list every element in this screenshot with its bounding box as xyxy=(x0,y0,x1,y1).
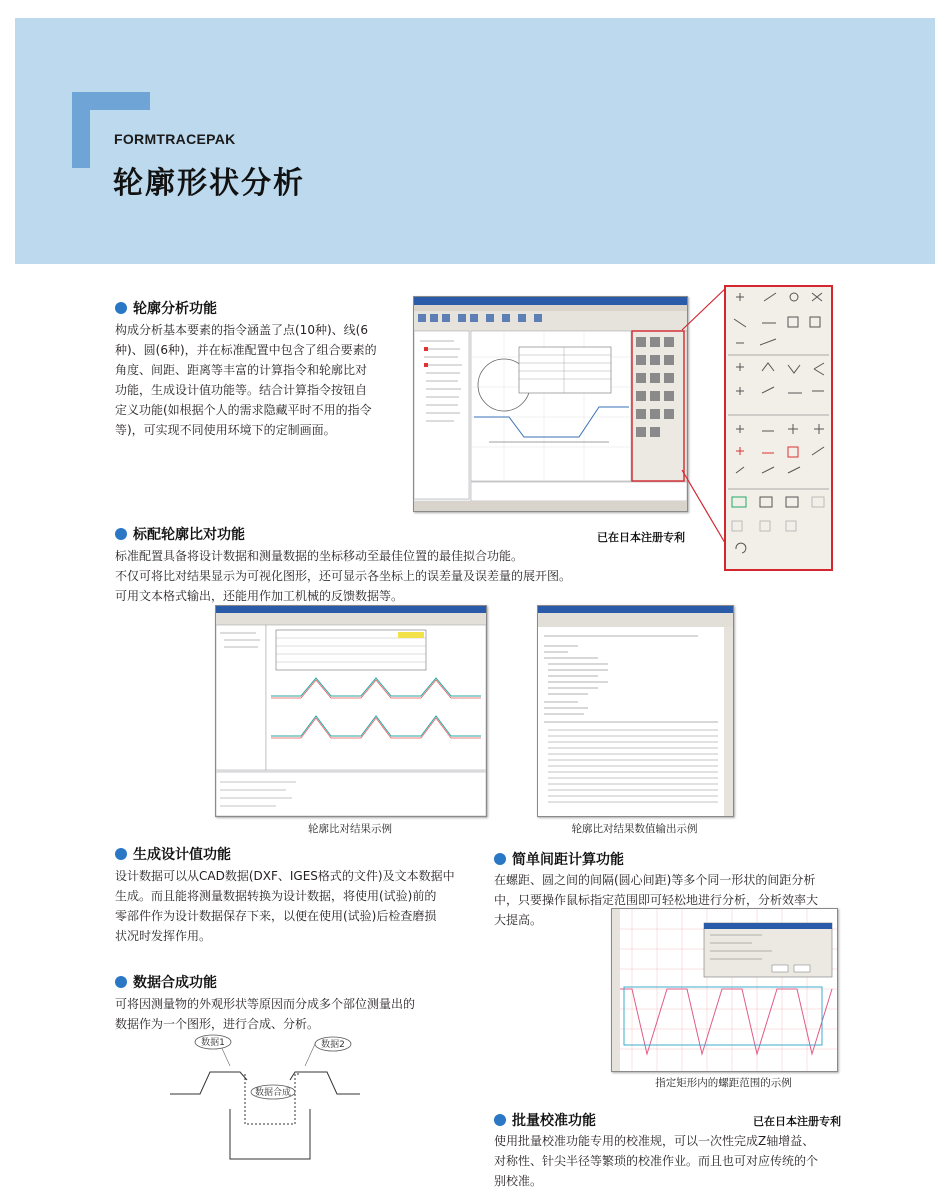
profile-text: 构成分析基本要素的指令涵盖了点(10种)、线(6 种)、圆(6种)，并在标准配置中包含了组合要素的 角度、间距、距离等丰富的计算指令和轮廓比对 功能，生成设计值功能等。结合计算指令按钮自 定义功能(如根据个人的需求隐藏平时不用的指令 等)，可实现不同使用环境下的定制画面。 xyxy=(115,323,377,437)
section-heading-merge: 数据合成功能 xyxy=(115,972,217,992)
caption-pitch-range: 指定矩形内的螺距范围的示例 xyxy=(655,1077,792,1089)
patent-note-compare: 已在日本注册专利 xyxy=(597,531,685,544)
analysis-window-illustration xyxy=(414,297,687,511)
merge-label-result: 数据合成 xyxy=(254,1088,292,1098)
product-name: FORMTRACEPAK xyxy=(114,131,236,147)
header-bracket-top xyxy=(72,92,150,110)
data-merge-diagram xyxy=(165,1034,365,1164)
bullet-icon xyxy=(494,853,506,865)
command-icons-illustration xyxy=(726,287,831,569)
command-button-panel xyxy=(724,285,833,571)
section-heading-batch: 批量校准功能 xyxy=(494,1110,596,1130)
pitch-text: 在螺距、圆之间的间隔(圆心间距)等多个同一形状的间距分析 中，只要操作鼠标指定范围即可轻松地进行分析，分析效率大 大提高。 xyxy=(494,873,819,927)
section-heading-compare: 标配轮廓比对功能 xyxy=(115,524,245,544)
merge-text: 可将因测量物的外观形状等原因而分成多个部位测量出的 数据作为一个图形，进行合成、分析。 xyxy=(115,997,416,1031)
caption-compare-numeric: 轮廓比对结果数值输出示例 xyxy=(571,823,698,835)
merge-label-data2: 数据2 xyxy=(321,1040,345,1050)
design-text: 设计数据可以从CAD数据(DXF、IGES格式的文件)及文本数据中 生成。而且能将测量数据转换为设计数据，将使用(试验)前的 零部件作为设计数据保存下来，以便在使用(试验)后检查磨损 状况时发挥作用。 xyxy=(115,869,455,943)
bullet-icon xyxy=(115,528,127,540)
bullet-icon xyxy=(115,848,127,860)
merge-label-data1: 数据1 xyxy=(201,1038,225,1048)
section-heading-pitch: 简单间距计算功能 xyxy=(494,849,624,869)
patent-note-batch: 已在日本注册专利 xyxy=(753,1115,841,1128)
page-title: 轮廓形状分析 xyxy=(113,166,305,201)
screenshot-compare-numeric xyxy=(537,605,734,817)
caption-compare-result: 轮廓比对结果示例 xyxy=(308,823,392,835)
section-heading-profile: 轮廓分析功能 xyxy=(115,298,217,318)
compare-graph-illustration xyxy=(216,606,486,816)
screenshot-pitch-range xyxy=(611,908,838,1072)
bullet-icon xyxy=(115,976,127,988)
screenshot-profile-analysis xyxy=(413,296,688,512)
bullet-icon xyxy=(115,302,127,314)
pitch-graph-illustration xyxy=(612,909,837,1071)
section-heading-design: 生成设计值功能 xyxy=(115,844,231,864)
compare-text: 标准配置具备将设计数据和测量数据的坐标移动至最佳位置的最佳拟合功能。 不仅可将比对结果显示为可视化图形，还可显示各坐标上的误差量及误差量的展开图。 可用文本格式输出，还能用作加工机械的反馈数据等。 xyxy=(115,549,572,603)
screenshot-compare-result xyxy=(215,605,487,817)
batch-text: 使用批量校准功能专用的校准规，可以一次性完成Z轴增益、 对称性、针尖半径等繁琐的校准作业。而且也可对应传统的个 别校准。 xyxy=(494,1134,819,1188)
numeric-output-illustration xyxy=(538,606,733,816)
bullet-icon xyxy=(494,1114,506,1126)
